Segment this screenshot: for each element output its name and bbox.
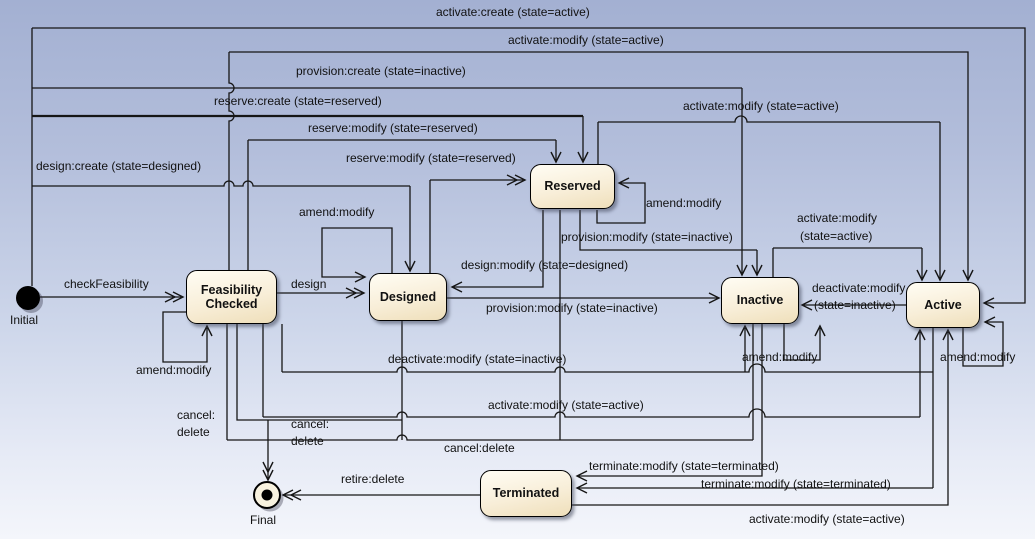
transition-label-check-feasibility: checkFeasibility bbox=[64, 277, 149, 291]
transition-label-cancel-delete-mid-2: delete bbox=[291, 434, 324, 448]
state-label: Terminated bbox=[492, 486, 560, 501]
final-state-label: Final bbox=[250, 513, 277, 527]
transition-label-activate-modify-top: activate:modify (state=active) bbox=[508, 33, 664, 47]
initial-state[interactable] bbox=[16, 286, 43, 313]
state-label: Inactive bbox=[736, 293, 784, 308]
transition-label-activate-modify-line2: (state=active) bbox=[800, 229, 873, 243]
transition-label-amend-active: amend:modify bbox=[940, 350, 1016, 364]
transition-label-design-create: design:create (state=designed) bbox=[36, 159, 202, 173]
state-terminated[interactable] bbox=[480, 470, 572, 517]
transition-label-cancel-delete-left-2: delete bbox=[177, 425, 210, 439]
transition-label-activate-modify-line1: activate:modify bbox=[797, 211, 878, 225]
state-label: Designed bbox=[379, 289, 437, 304]
state-label: Feasibility Checked bbox=[200, 282, 263, 311]
transition-label-retire-delete: retire:delete bbox=[341, 472, 405, 486]
transition-label-terminate-modify-2: terminate:modify (state=terminated) bbox=[701, 477, 891, 491]
transition-label-amend-designed: amend:modify bbox=[299, 205, 375, 219]
transition-label-cancel-delete: cancel:delete bbox=[444, 441, 515, 455]
state-reserved[interactable] bbox=[530, 164, 615, 209]
transition-label-provision-create: provision:create (state=inactive) bbox=[296, 64, 466, 78]
transition-label-activate-modify-right: activate:modify (state=active) bbox=[683, 99, 839, 113]
transition-label-activate-modify-bottom: activate:modify (state=active) bbox=[749, 512, 905, 526]
state-label: Reserved bbox=[544, 179, 601, 194]
transition-label-activate-create: activate:create (state=active) bbox=[436, 5, 590, 19]
final-state[interactable] bbox=[254, 482, 284, 512]
transition-label-activate-modify-mid: activate:modify (state=active) bbox=[488, 398, 644, 412]
transition-label-deactivate-modify-line2: (state=inactive) bbox=[814, 298, 896, 312]
transition-label-cancel-delete-mid-1: cancel: bbox=[291, 417, 330, 431]
transition-label-terminate-modify-1: terminate:modify (state=terminated) bbox=[589, 459, 779, 473]
state-designed[interactable] bbox=[369, 273, 447, 321]
transition-label-amend-feasibility: amend:modify bbox=[136, 363, 212, 377]
transition-label-deactivate-modify-bottom: deactivate:modify (state=inactive) bbox=[388, 352, 567, 366]
state-active[interactable] bbox=[906, 282, 980, 328]
transition-label-design-modify: design:modify (state=designed) bbox=[461, 258, 629, 272]
transition-label-provision-modify-designed: provision:modify (state=inactive) bbox=[486, 301, 658, 315]
transition-label-deactivate-modify-line1: deactivate:modify bbox=[812, 281, 906, 295]
transition-label-design: design bbox=[291, 277, 327, 291]
initial-state-label: Initial bbox=[10, 313, 39, 327]
transition-label-reserve-modify-2: reserve:modify (state=reserved) bbox=[346, 151, 516, 165]
transition-label-cancel-delete-left-1: cancel: bbox=[177, 408, 216, 422]
transition-label-provision-modify-reserved: provision:modify (state=inactive) bbox=[561, 230, 733, 244]
state-feasibility-checked[interactable] bbox=[186, 270, 277, 324]
transition-label-reserve-create: reserve:create (state=reserved) bbox=[214, 94, 382, 108]
state-inactive[interactable] bbox=[721, 277, 799, 324]
transition-label-amend-inactive: amend:modify bbox=[742, 350, 818, 364]
state-label: Active bbox=[924, 297, 962, 312]
transition-label-amend-reserved: amend:modify bbox=[646, 196, 722, 210]
transition-label-reserve-modify-1: reserve:modify (state=reserved) bbox=[308, 121, 478, 135]
